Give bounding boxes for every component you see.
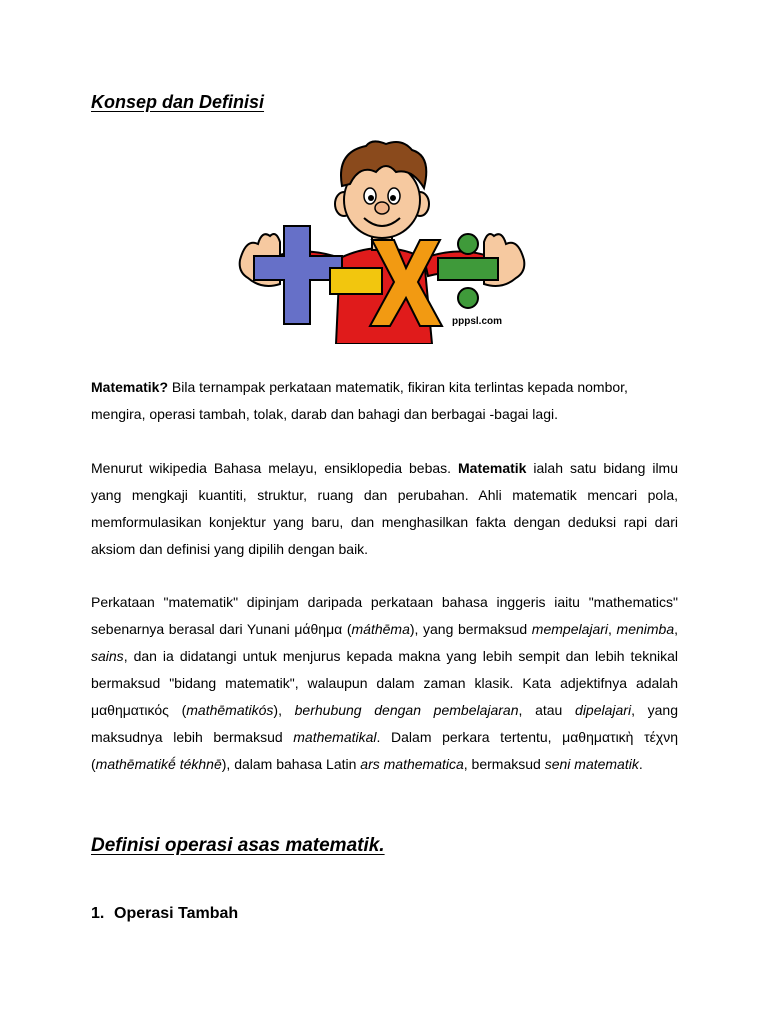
italic-term: ars mathematica <box>360 756 464 772</box>
text-span: , yang maksudnya lebih bermaksud <box>91 702 679 745</box>
paragraph-etymology <box>91 589 678 778</box>
text-span: Menurut wikipedia Bahasa melayu, ensiklopedia bebas. <box>91 460 458 476</box>
text-span: , dan ia didatangi untuk menjurus kepada makna yang lebih sempit dan lebih teknikal bermaksud "bidang matematik", walaupun dalam zaman klasik. Kata adjektifnya adalah μαθηματικός ( <box>91 648 678 718</box>
text-span: . Dalam perkara tertentu, μαθηματικὴ τέχνη ( <box>91 729 678 772</box>
heading-text: Operasi Tambah <box>114 905 239 922</box>
text-span: , <box>608 621 617 637</box>
watermark-text: pppsl.com <box>452 316 503 327</box>
heading-definisi-operasi: Definisi operasi asas matematik. <box>91 835 385 856</box>
math-boy-illustration <box>236 138 528 344</box>
text-span: Perkataan "matematik" dipinjam daripada perkataan bahasa inggeris iaitu "mathematics" sebenarnya berasal dari Yunani μάθημα ( <box>91 594 678 637</box>
text-span: , atau <box>518 702 576 718</box>
italic-term: mathēmatikḗ tékhnē <box>95 756 222 772</box>
text-span: , bermaksud <box>463 756 545 772</box>
heading-number: 1. <box>91 905 105 922</box>
text-span: . <box>638 756 643 772</box>
text-span: , <box>674 621 679 637</box>
italic-term: sains <box>91 648 124 664</box>
italic-term: dipelajari <box>575 702 632 718</box>
text-span: mengira, operasi tambah, tolak, darab dan bahagi dan berbagai -bagai lagi. <box>91 406 558 422</box>
bold-term: Matematik <box>458 460 527 476</box>
text-span: ), yang bermaksud <box>409 621 532 637</box>
text-span: ialah satu bidang ilmu yang mengkaji kuantiti, struktur, ruang dan perubahan. Ahli matematik mencari pola, memformulasikan konjektur yang baru, dan menghasilkan fakta dengan deduksi rapi dari aksiom dan definisi yang dipilih dengan baik. <box>91 460 679 557</box>
paragraph-wikipedia-definition <box>91 455 678 563</box>
text-span: ), dalam bahasa Latin <box>221 756 361 772</box>
italic-term: mathēmatikós <box>186 702 274 718</box>
italic-term: seni matematik <box>544 756 639 772</box>
italic-term: mempelajari <box>531 621 609 637</box>
text-span: ), <box>273 702 295 718</box>
heading-operasi-tambah <box>91 905 238 923</box>
heading-konsep-dan-definisi: Konsep dan Definisi <box>91 92 265 112</box>
italic-term: menimba <box>616 621 675 637</box>
bold-lead: Matematik? <box>91 379 169 395</box>
text-span: Bila ternampak perkataan matematik, fikiran kita terlintas kepada nombor, <box>168 379 628 395</box>
paragraph-matematik-intro <box>91 374 678 428</box>
italic-term: mathematikal <box>293 729 377 745</box>
italic-term: berhubung dengan pembelajaran <box>294 702 519 718</box>
italic-term: máthēma <box>351 621 410 637</box>
